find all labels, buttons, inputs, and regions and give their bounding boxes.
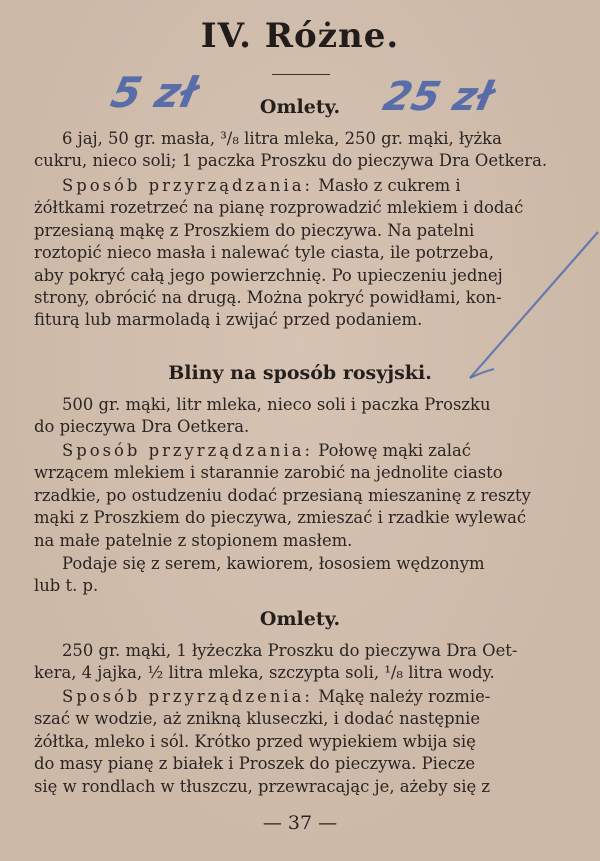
text-line: mąki z Proszkiem do pieczywa, zmieszać i rzadkie wylewać bbox=[34, 508, 527, 528]
method-label: Sposób przyrządzania: bbox=[62, 441, 314, 460]
text-line: do masy pianę z białek i Proszek do pieczywa. Piecze bbox=[34, 754, 476, 774]
text-line: roztopić nieco masła i nalewać tyle ciasta, ile potrzeba, bbox=[34, 243, 494, 263]
text-line: wrzącem mlekiem i starannie zarobić na jednolite ciasto bbox=[34, 463, 503, 483]
text-line: do pieczywa Dra Oetkera. bbox=[34, 417, 250, 437]
recipe-heading-omlety-1: Omlety. bbox=[259, 96, 341, 118]
text-line: cukru, nieco soli; 1 paczka Proszku do pieczywa Dra Oetkera. bbox=[34, 151, 548, 171]
method-text: Masło z cukrem i bbox=[318, 176, 461, 195]
text-line: przesianą mąkę z Proszkiem do pieczywa. Na patelni bbox=[34, 220, 475, 240]
text-line: 250 gr. mąki, 1 łyżeczka Proszku do pieczywa Dra Oet- bbox=[62, 641, 518, 660]
page-number: — 37 — bbox=[262, 812, 338, 834]
method-text: Mąkę należy rozmie- bbox=[318, 687, 491, 706]
chapter-title: IV. Różne. bbox=[200, 16, 400, 56]
method-text: Połowę mąki zalać bbox=[318, 441, 471, 460]
text-line: strony, obrócić na drugą. Można pokryć powidłami, kon- bbox=[34, 287, 502, 307]
text-line: fiturą lub marmoladą i zwijać przed podaniem. bbox=[34, 310, 423, 330]
text-line: kera, 4 jajka, ½ litra mleka, szczypta soli, ¹/₈ litra wody. bbox=[34, 663, 495, 683]
method-label: Sposób przyrządzenia: bbox=[62, 687, 313, 706]
text-line: 500 gr. mąki, litr mleka, nieco soli i paczka Proszku bbox=[62, 395, 491, 414]
text-line: żółtkami rozetrzeć na pianę rozprowadzić mlekiem i dodać bbox=[34, 198, 524, 218]
text-line: aby pokryć całą jego powierzchnię. Po upieczeniu jednej bbox=[34, 265, 503, 285]
recipe-heading-bliny: Bliny na sposób rosyjski. bbox=[168, 362, 432, 384]
text-line: rzadkie, po ostudzeniu dodać przesianą mieszaninę z reszty bbox=[34, 485, 531, 505]
text-line: 6 jaj, 50 gr. masła, ³/₈ litra mleka, 250 gr. mąki, łyżka bbox=[62, 129, 502, 148]
text-line: szać w wodzie, aż znikną kluseczki, i dodać następnie bbox=[34, 709, 481, 729]
text-line: się w rondlach w tłuszczu, przewracając je, ażeby się z bbox=[34, 776, 491, 796]
text-line: na małe patelnie z stopionem masłem. bbox=[34, 530, 353, 550]
text-line: lub t. p. bbox=[34, 576, 99, 596]
handwritten-price-right: 25 zł bbox=[379, 74, 497, 120]
text-line: żółtka, mleko i sól. Krótko przed wypiekiem wbija się bbox=[34, 731, 476, 751]
recipe-heading-omlety-2: Omlety. bbox=[259, 608, 341, 630]
method-label: Sposób przyrządzania: bbox=[62, 176, 314, 195]
handwritten-price-left: 5 zł bbox=[106, 68, 202, 117]
text-line: Podaje się z serem, kawiorem, łososiem wędzonym bbox=[62, 554, 485, 573]
